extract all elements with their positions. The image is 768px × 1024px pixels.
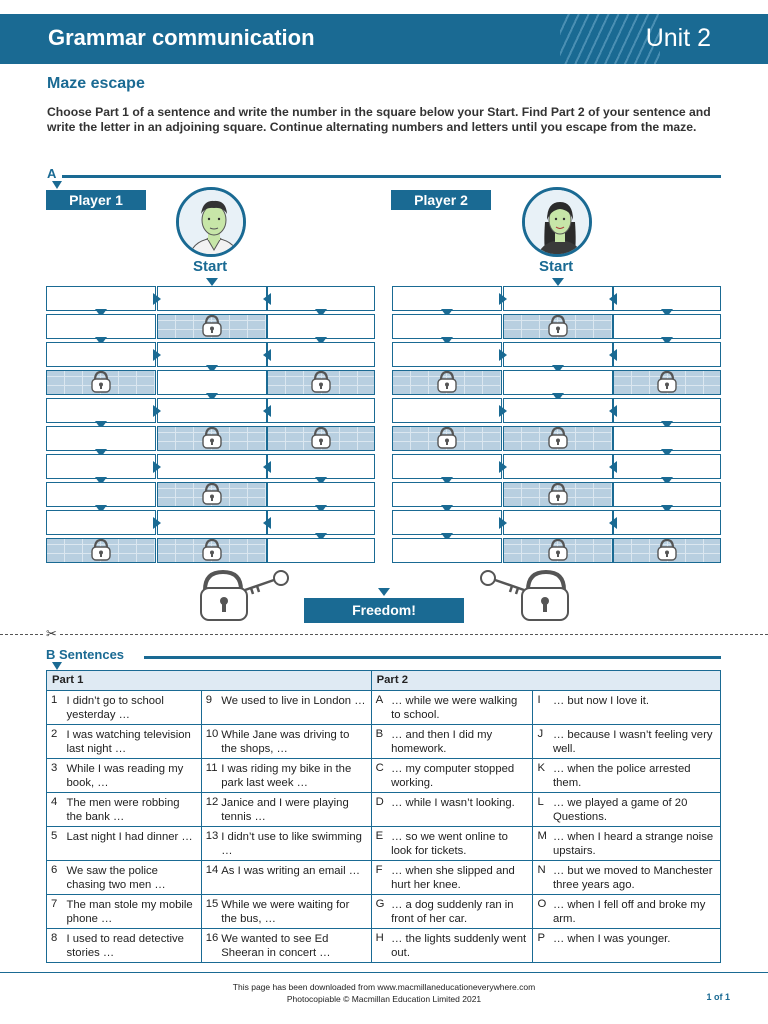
freedom-box: Freedom! bbox=[304, 598, 464, 623]
padlock-icon bbox=[88, 537, 114, 563]
item-text: … my computer stopped working. bbox=[389, 759, 533, 793]
table-row bbox=[47, 691, 721, 725]
item-label: K bbox=[533, 759, 551, 793]
footer-download-text: This page has been downloaded from www.macmillaneducationeverywhere.com bbox=[232, 982, 536, 992]
maze-square[interactable] bbox=[613, 342, 721, 367]
player2-start-label: Start bbox=[539, 258, 574, 275]
section-b-pointer bbox=[52, 662, 62, 670]
footer-rule bbox=[0, 972, 768, 973]
item-label: M bbox=[533, 827, 551, 861]
item-text: … when the police arrested them. bbox=[551, 759, 721, 793]
right-arrow-icon bbox=[499, 517, 507, 529]
page-title: Grammar communication bbox=[48, 25, 315, 50]
section-b-label: B Sentences bbox=[46, 647, 125, 662]
padlock-icon bbox=[545, 313, 571, 339]
right-arrow-icon bbox=[499, 349, 507, 361]
right-arrow-icon bbox=[499, 461, 507, 473]
item-text: … but now I love it. bbox=[551, 691, 721, 725]
maze-square[interactable] bbox=[503, 370, 613, 395]
right-arrow-icon bbox=[499, 405, 507, 417]
left-arrow-icon bbox=[263, 405, 271, 417]
item-label: 4 bbox=[47, 793, 65, 827]
player1-start-label: Start bbox=[193, 258, 228, 275]
cut-line bbox=[0, 634, 768, 635]
table-row bbox=[47, 895, 721, 929]
start-arrow-icon bbox=[206, 278, 218, 286]
maze-square[interactable] bbox=[392, 538, 502, 563]
padlock-icon bbox=[199, 425, 225, 451]
padlock-icon bbox=[308, 425, 334, 451]
left-arrow-icon bbox=[609, 461, 617, 473]
item-text: As I was writing an email … bbox=[219, 861, 371, 895]
item-label: 15 bbox=[201, 895, 219, 929]
player1-avatar bbox=[176, 187, 246, 257]
item-text: … but we moved to Manchester three years ago. bbox=[551, 861, 721, 895]
item-text: We wanted to see Ed Sheeran in concert … bbox=[219, 929, 371, 963]
maze-square[interactable] bbox=[46, 426, 156, 451]
freedom-arrow bbox=[378, 588, 390, 596]
item-text: I didn’t go to school yesterday … bbox=[65, 691, 202, 725]
man-avatar-icon bbox=[179, 190, 246, 257]
maze-square[interactable] bbox=[157, 370, 267, 395]
player2-avatar bbox=[522, 187, 592, 257]
item-text: … so we went online to look for tickets. bbox=[389, 827, 533, 861]
scissors-icon: ✂ bbox=[46, 626, 57, 641]
maze-square[interactable] bbox=[157, 510, 267, 535]
item-text: … because I wasn’t feeling very well. bbox=[551, 725, 721, 759]
padlock-icon bbox=[199, 481, 225, 507]
item-text: … we played a game of 20 Questions. bbox=[551, 793, 721, 827]
section-a-pointer bbox=[52, 181, 62, 189]
padlock-key-right-icon bbox=[476, 568, 576, 623]
padlock-icon bbox=[654, 369, 680, 395]
maze-square[interactable] bbox=[267, 398, 375, 423]
left-arrow-icon bbox=[609, 293, 617, 305]
padlock-icon bbox=[88, 369, 114, 395]
left-arrow-icon bbox=[263, 293, 271, 305]
left-arrow-icon bbox=[263, 461, 271, 473]
right-arrow-icon bbox=[153, 517, 161, 529]
item-text: We saw the police chasing two men … bbox=[65, 861, 202, 895]
section-a-label: A bbox=[47, 166, 57, 181]
left-arrow-icon bbox=[609, 349, 617, 361]
left-arrow-icon bbox=[263, 517, 271, 529]
maze-square[interactable] bbox=[392, 482, 502, 507]
item-label: 10 bbox=[201, 725, 219, 759]
padlock-key-left-icon bbox=[193, 568, 293, 623]
item-text: … while I wasn’t looking. bbox=[389, 793, 533, 827]
maze-square[interactable] bbox=[613, 482, 721, 507]
maze-square[interactable] bbox=[503, 510, 613, 535]
item-label: 16 bbox=[201, 929, 219, 963]
section-b-rule bbox=[144, 656, 721, 659]
footer bbox=[0, 981, 768, 1005]
item-label: D bbox=[371, 793, 389, 827]
item-label: 2 bbox=[47, 725, 65, 759]
item-text: … and then I did my homework. bbox=[389, 725, 533, 759]
item-text: While Jane was driving to the shops, … bbox=[219, 725, 371, 759]
right-arrow-icon bbox=[499, 293, 507, 305]
player2-label: Player 2 bbox=[391, 190, 491, 210]
part1-header: Part 1 bbox=[47, 671, 372, 691]
item-label: P bbox=[533, 929, 551, 963]
padlock-icon bbox=[545, 481, 571, 507]
maze-square[interactable] bbox=[267, 510, 375, 535]
maze-square[interactable] bbox=[613, 510, 721, 535]
maze-square[interactable] bbox=[267, 314, 375, 339]
left-arrow-icon bbox=[609, 517, 617, 529]
maze-square[interactable] bbox=[392, 286, 502, 311]
maze-square[interactable] bbox=[157, 454, 267, 479]
item-label: 8 bbox=[47, 929, 65, 963]
item-label: 12 bbox=[201, 793, 219, 827]
maze-square[interactable] bbox=[46, 398, 156, 423]
item-text: … the lights suddenly went out. bbox=[389, 929, 533, 963]
maze-square[interactable] bbox=[46, 342, 156, 367]
item-text: Janice and I were playing tennis … bbox=[219, 793, 371, 827]
item-text: … when I fell off and broke my arm. bbox=[551, 895, 721, 929]
item-label: O bbox=[533, 895, 551, 929]
right-arrow-icon bbox=[153, 405, 161, 417]
table-row bbox=[47, 861, 721, 895]
item-text: … a dog suddenly ran in front of her car. bbox=[389, 895, 533, 929]
table-row bbox=[47, 725, 721, 759]
item-text: While we were waiting for the bus, … bbox=[219, 895, 371, 929]
item-text: I used to read detective stories … bbox=[65, 929, 202, 963]
maze-square[interactable] bbox=[503, 342, 613, 367]
maze-square[interactable] bbox=[613, 314, 721, 339]
maze-square[interactable] bbox=[503, 286, 613, 311]
item-text: I was watching television last night … bbox=[65, 725, 202, 759]
maze-square[interactable] bbox=[613, 426, 721, 451]
item-label: H bbox=[371, 929, 389, 963]
maze-square[interactable] bbox=[267, 482, 375, 507]
maze-square[interactable] bbox=[157, 342, 267, 367]
maze-square[interactable] bbox=[392, 342, 502, 367]
padlock-icon bbox=[308, 369, 334, 395]
item-label: B bbox=[371, 725, 389, 759]
maze-square[interactable] bbox=[46, 482, 156, 507]
item-label: J bbox=[533, 725, 551, 759]
right-arrow-icon bbox=[153, 293, 161, 305]
section-a-rule bbox=[62, 175, 721, 178]
padlock-icon bbox=[545, 537, 571, 563]
item-text: The men were robbing the bank … bbox=[65, 793, 202, 827]
item-label: 6 bbox=[47, 861, 65, 895]
table-row bbox=[47, 827, 721, 861]
item-label: I bbox=[533, 691, 551, 725]
item-text: … when I heard a strange noise upstairs. bbox=[551, 827, 721, 861]
item-text: The man stole my mobile phone … bbox=[65, 895, 202, 929]
start-arrow-icon bbox=[552, 278, 564, 286]
item-text: I was riding my bike in the park last week … bbox=[219, 759, 371, 793]
maze-square[interactable] bbox=[46, 454, 156, 479]
item-text: We used to live in London … bbox=[219, 691, 371, 725]
item-label: 7 bbox=[47, 895, 65, 929]
item-text: Last night I had dinner … bbox=[65, 827, 202, 861]
item-text: … when she slipped and hurt her knee. bbox=[389, 861, 533, 895]
item-label: 11 bbox=[201, 759, 219, 793]
sentences-table bbox=[46, 670, 721, 963]
part2-header: Part 2 bbox=[371, 671, 720, 691]
maze-title: Maze escape bbox=[47, 75, 145, 92]
maze-square[interactable] bbox=[392, 314, 502, 339]
footer-copyright: Photocopiable © Macmillan Education Limited 2021 bbox=[286, 994, 482, 1004]
item-label: A bbox=[371, 691, 389, 725]
item-label: 5 bbox=[47, 827, 65, 861]
woman-avatar-icon bbox=[525, 190, 592, 257]
maze-square[interactable] bbox=[46, 510, 156, 535]
maze-square[interactable] bbox=[46, 286, 156, 311]
table-row bbox=[47, 793, 721, 827]
padlock-icon bbox=[654, 537, 680, 563]
right-arrow-icon bbox=[153, 349, 161, 361]
item-label: 1 bbox=[47, 691, 65, 725]
maze-square[interactable] bbox=[157, 398, 267, 423]
item-label: C bbox=[371, 759, 389, 793]
table-row bbox=[47, 759, 721, 793]
maze-square[interactable] bbox=[392, 454, 502, 479]
maze-square[interactable] bbox=[392, 510, 502, 535]
instructions: Choose Part 1 of a sentence and write the number in the square below your Start. Find Part 2 of your sentence and write the letter in an adjoining square. Continue alternating numbers and letters until you escape from the maze. bbox=[47, 105, 711, 134]
maze-square[interactable] bbox=[392, 398, 502, 423]
table-row bbox=[47, 929, 721, 963]
item-label: 3 bbox=[47, 759, 65, 793]
maze-square[interactable] bbox=[267, 342, 375, 367]
maze-square[interactable] bbox=[46, 314, 156, 339]
maze-square[interactable] bbox=[503, 454, 613, 479]
maze-square[interactable] bbox=[613, 454, 721, 479]
unit-label: Unit 2 bbox=[645, 24, 711, 52]
item-text: I didn’t use to like swimming … bbox=[219, 827, 371, 861]
padlock-icon bbox=[545, 425, 571, 451]
left-arrow-icon bbox=[263, 349, 271, 361]
maze-square[interactable] bbox=[267, 454, 375, 479]
padlock-icon bbox=[434, 369, 460, 395]
player1-label: Player 1 bbox=[46, 190, 146, 210]
item-label: 14 bbox=[201, 861, 219, 895]
maze-square[interactable] bbox=[503, 398, 613, 423]
maze-square[interactable] bbox=[613, 286, 721, 311]
item-label: F bbox=[371, 861, 389, 895]
maze-square[interactable] bbox=[267, 286, 375, 311]
maze-square[interactable] bbox=[157, 286, 267, 311]
item-label: G bbox=[371, 895, 389, 929]
item-label: L bbox=[533, 793, 551, 827]
padlock-icon bbox=[199, 313, 225, 339]
maze-square[interactable] bbox=[613, 398, 721, 423]
item-label: 9 bbox=[201, 691, 219, 725]
left-arrow-icon bbox=[609, 405, 617, 417]
item-label: E bbox=[371, 827, 389, 861]
header-bar bbox=[0, 14, 768, 64]
item-text: While I was reading my book, … bbox=[65, 759, 202, 793]
right-arrow-icon bbox=[153, 461, 161, 473]
item-text: … when I was younger. bbox=[551, 929, 721, 963]
padlock-icon bbox=[434, 425, 460, 451]
page-number: 1 of 1 bbox=[706, 992, 730, 1002]
item-label: 13 bbox=[201, 827, 219, 861]
padlock-icon bbox=[199, 537, 225, 563]
item-label: N bbox=[533, 861, 551, 895]
maze-square[interactable] bbox=[267, 538, 375, 563]
item-text: … while we were walking to school. bbox=[389, 691, 533, 725]
